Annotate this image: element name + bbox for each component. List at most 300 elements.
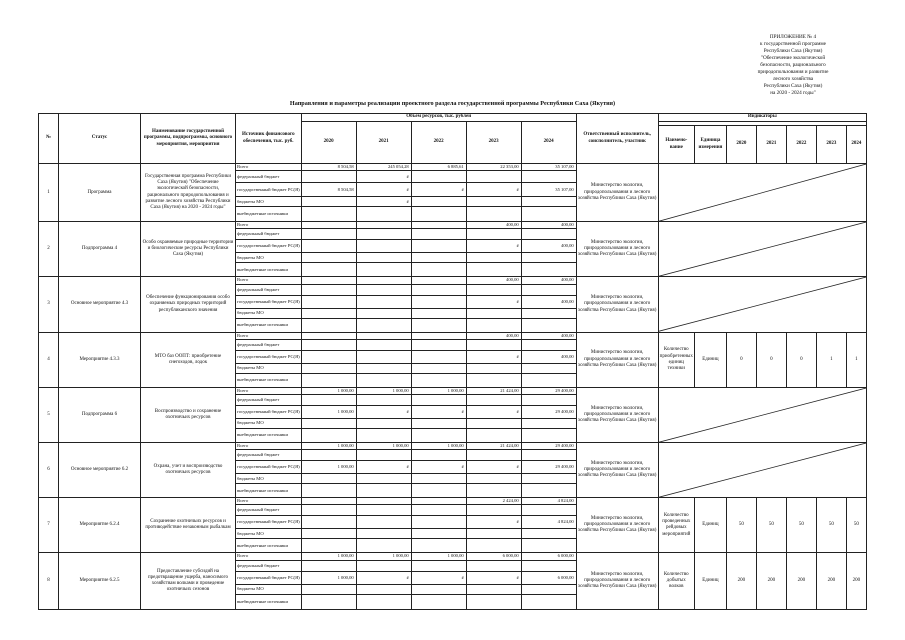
header-ind-year-2021: 2021 xyxy=(756,126,786,164)
amount-cell xyxy=(301,419,356,429)
amount-cell xyxy=(411,363,466,373)
source-label: Всего xyxy=(236,222,302,229)
header-responsible: Ответственный исполнитель, соисполнитель, участник xyxy=(576,114,658,164)
indicator-value: 50 xyxy=(786,498,816,553)
header-ind-name: Наимено-вание xyxy=(658,126,694,164)
amount-cell: 29 400,00 xyxy=(521,443,576,450)
amount-cell xyxy=(521,229,576,240)
source-label: бюджеты МО xyxy=(236,308,302,318)
amount-cell xyxy=(466,229,521,240)
diagonal-line xyxy=(659,277,866,331)
diagonal-line xyxy=(659,164,866,221)
amount-cell xyxy=(356,339,411,350)
appendix-line: "Обеспечение экологической xyxy=(760,55,826,61)
amount-cell xyxy=(411,429,466,443)
amount-cell: 21 424,00 xyxy=(466,443,521,450)
amount-cell xyxy=(411,505,466,516)
amount-cell xyxy=(301,171,356,183)
amount-cell xyxy=(466,474,521,484)
amount-cell: 400,00 xyxy=(521,350,576,363)
amount-cell xyxy=(521,560,576,571)
amount-cell xyxy=(356,207,411,222)
source-label: бюджеты МО xyxy=(236,584,302,594)
row-number: 8 xyxy=(39,553,59,609)
amount-cell xyxy=(411,229,466,240)
amount-cell xyxy=(301,197,356,207)
amount-cell xyxy=(411,308,466,318)
amount-cell: 21 424,00 xyxy=(466,387,521,394)
amount-cell xyxy=(356,539,411,553)
indicator-unit: Единиц xyxy=(694,332,726,387)
amount-cell xyxy=(521,594,576,609)
amount-cell xyxy=(411,484,466,498)
amount-cell: # xyxy=(466,516,521,529)
amount-cell xyxy=(411,350,466,363)
header-year-2020: 2020 xyxy=(301,122,356,164)
source-label: государственный бюджет РС(Я) xyxy=(236,461,302,474)
amount-cell xyxy=(521,171,576,183)
amount-cell xyxy=(466,284,521,295)
amount-cell xyxy=(356,308,411,318)
source-label: Всего xyxy=(236,443,302,450)
amount-cell xyxy=(521,584,576,594)
amount-cell xyxy=(301,253,356,263)
appendix-line: Республики Саха (Якутия) xyxy=(763,83,823,89)
row-name: Государственная программа Республики Саха (Якутия) "Обеспечение экологической безопасности, рационального природопользования и развитие лесного хозяйства Республики Саха (Якутия) на 2020 - 2024 годы" xyxy=(141,164,236,222)
header-no: № xyxy=(39,114,59,164)
amount-cell xyxy=(356,395,411,406)
amount-cell xyxy=(521,253,576,263)
amount-cell xyxy=(521,207,576,222)
header-year-2024: 2024 xyxy=(521,122,576,164)
amount-cell: # xyxy=(411,406,466,419)
diagonal-line xyxy=(659,443,866,497)
amount-cell: # xyxy=(356,183,411,197)
amount-cell xyxy=(301,529,356,539)
indicator-name: Количество добытых волков xyxy=(658,553,694,609)
source-label: государственный бюджет РС(Я) xyxy=(236,406,302,419)
program-table xyxy=(38,113,867,610)
amount-cell xyxy=(466,450,521,461)
amount-cell xyxy=(521,284,576,295)
amount-cell xyxy=(466,318,521,332)
source-label: Всего xyxy=(236,498,302,505)
amount-cell xyxy=(411,240,466,253)
header-status: Статус xyxy=(59,114,141,164)
amount-cell xyxy=(356,505,411,516)
header-year-2023: 2023 xyxy=(466,122,521,164)
source-label: федеральный бюджет xyxy=(236,395,302,406)
amount-cell xyxy=(466,363,521,373)
row-name: Обеспечение функционирования особо охраняемых природных территорий республиканского значения xyxy=(141,277,236,332)
amount-cell xyxy=(356,229,411,240)
source-label: Всего xyxy=(236,387,302,394)
row-number: 1 xyxy=(39,164,59,222)
amount-cell xyxy=(521,318,576,332)
source-label: федеральный бюджет xyxy=(236,560,302,571)
row-name: Сохранение охотничьих ресурсов и противодействие незаконным рыбалкам xyxy=(141,498,236,553)
amount-cell xyxy=(411,516,466,529)
indicator-unit: Единиц xyxy=(694,498,726,553)
header-unit: Единица измерения xyxy=(694,126,726,164)
row-status: Подпрограмма 6 xyxy=(59,387,141,442)
amount-cell xyxy=(521,505,576,516)
appendix-line: лесного хозяйства xyxy=(772,76,814,82)
amount-cell xyxy=(466,505,521,516)
indicator-value: 200 xyxy=(786,553,816,609)
indicator-value: 200 xyxy=(756,553,786,609)
source-label: государственный бюджет РС(Я) xyxy=(236,240,302,253)
amount-cell xyxy=(411,450,466,461)
header-indicators: Индикаторы xyxy=(658,114,866,122)
amount-cell xyxy=(466,253,521,263)
amount-cell: 400,00 xyxy=(521,277,576,284)
row-name: МТО баз ООПТ: приобретение снегоходов, лодок xyxy=(141,332,236,387)
source-label: Всего xyxy=(236,277,302,284)
amount-cell xyxy=(356,498,411,505)
indicator-value: 1 xyxy=(846,332,866,387)
table-row xyxy=(39,164,867,171)
indicator-strikeout xyxy=(658,387,866,442)
amount-cell: 245 054,28 xyxy=(356,164,411,171)
amount-cell xyxy=(466,197,521,207)
amount-cell xyxy=(411,560,466,571)
amount-cell: 400,00 xyxy=(521,222,576,229)
row-status: Мероприятие 6.2.5 xyxy=(59,553,141,609)
amount-cell xyxy=(356,484,411,498)
table-row xyxy=(39,553,867,560)
amount-cell: 400,00 xyxy=(521,332,576,339)
amount-cell xyxy=(301,474,356,484)
document-title: Направления и параметры реализации проектного раздела государственной программы Республики Саха (Якутия) xyxy=(289,100,616,107)
table-row xyxy=(39,277,867,284)
amount-cell xyxy=(411,373,466,387)
amount-cell: 29 400,00 xyxy=(521,387,576,394)
amount-cell xyxy=(411,395,466,406)
row-status: Программа xyxy=(59,164,141,222)
amount-cell xyxy=(356,529,411,539)
amount-cell: # xyxy=(466,461,521,474)
source-label: федеральный бюджет xyxy=(236,450,302,461)
amount-cell xyxy=(521,529,576,539)
amount-cell xyxy=(411,197,466,207)
amount-cell xyxy=(521,474,576,484)
amount-cell: 1 000,00 xyxy=(301,387,356,394)
row-number: 4 xyxy=(39,332,59,387)
row-responsible: Министерство экологии, природопользования и лесного хозяйства Республики Саха (Якутия) xyxy=(576,277,658,332)
amount-cell xyxy=(356,419,411,429)
amount-cell xyxy=(301,363,356,373)
row-name: Предоставление субсидий на предотвращение ущерба, наносимого хозяйствам волками и проведение охотничьих сезонов xyxy=(141,553,236,609)
header-volume: Объем ресурсов, тыс. рублей xyxy=(301,114,576,122)
amount-cell: 1 000,00 xyxy=(356,443,411,450)
amount-cell: 400,00 xyxy=(521,240,576,253)
amount-cell: # xyxy=(466,295,521,308)
amount-cell: 400,00 xyxy=(466,222,521,229)
table-row xyxy=(39,443,867,450)
amount-cell xyxy=(521,263,576,277)
amount-cell xyxy=(356,284,411,295)
indicator-value: 200 xyxy=(816,553,846,609)
source-label: бюджеты МО xyxy=(236,253,302,263)
table-row xyxy=(39,498,867,505)
amount-cell: 29 400,00 xyxy=(521,461,576,474)
indicator-value: 0 xyxy=(786,332,816,387)
row-status: Основное мероприятие 6.2 xyxy=(59,443,141,498)
amount-cell xyxy=(301,484,356,498)
source-label: внебюджетные источники xyxy=(236,373,302,387)
amount-cell: # xyxy=(356,197,411,207)
indicator-value: 0 xyxy=(756,332,786,387)
amount-cell: 1 000,00 xyxy=(301,461,356,474)
amount-cell xyxy=(301,240,356,253)
amount-cell xyxy=(521,484,576,498)
source-label: бюджеты МО xyxy=(236,474,302,484)
row-status: Мероприятие 6.2.4 xyxy=(59,498,141,553)
amount-cell: # xyxy=(466,406,521,419)
amount-cell xyxy=(356,584,411,594)
row-name: Охрана, учет и воспроизводство охотничьих ресурсов xyxy=(141,443,236,498)
amount-cell xyxy=(356,474,411,484)
amount-cell xyxy=(356,295,411,308)
amount-cell: # xyxy=(356,171,411,183)
amount-cell: # xyxy=(466,571,521,584)
row-status: Основное мероприятие 4.3 xyxy=(59,277,141,332)
indicator-value: 0 xyxy=(726,332,756,387)
amount-cell: 2 424,00 xyxy=(466,498,521,505)
appendix-line: безопасности, рационального xyxy=(760,62,826,68)
amount-cell xyxy=(466,529,521,539)
header-ind-year-2024: 2024 xyxy=(846,126,866,164)
source-label: государственный бюджет РС(Я) xyxy=(236,516,302,529)
source-label: Всего xyxy=(236,332,302,339)
row-name: Особо охраняемые природные территории и биологические ресурсы Республики Саха (Якутия) xyxy=(141,222,236,277)
amount-cell xyxy=(466,171,521,183)
header-source: Источник финансового обеспечения, тыс. руб. xyxy=(236,114,302,164)
amount-cell xyxy=(411,584,466,594)
amount-cell xyxy=(411,222,466,229)
row-number: 2 xyxy=(39,222,59,277)
header-ind-year-2022: 2022 xyxy=(786,126,816,164)
indicator-strikeout xyxy=(658,164,866,222)
amount-cell xyxy=(301,339,356,350)
amount-cell: 35 107,00 xyxy=(521,164,576,171)
source-label: федеральный бюджет xyxy=(236,505,302,516)
source-label: внебюджетные источники xyxy=(236,539,302,553)
amount-cell xyxy=(521,429,576,443)
diagonal-line xyxy=(659,222,866,276)
source-label: внебюджетные источники xyxy=(236,318,302,332)
source-label: внебюджетные источники xyxy=(236,263,302,277)
amount-cell xyxy=(301,516,356,529)
amount-cell xyxy=(356,222,411,229)
amount-cell: # xyxy=(411,183,466,197)
amount-cell xyxy=(466,539,521,553)
amount-cell: # xyxy=(356,406,411,419)
amount-cell: 400,00 xyxy=(466,332,521,339)
header-ind-year-2020: 2020 xyxy=(726,126,756,164)
amount-cell: 1 000,00 xyxy=(411,553,466,560)
amount-cell xyxy=(466,373,521,387)
amount-cell xyxy=(466,594,521,609)
header-ind-year-2023: 2023 xyxy=(816,126,846,164)
source-label: бюджеты МО xyxy=(236,363,302,373)
amount-cell xyxy=(301,295,356,308)
amount-cell xyxy=(301,350,356,363)
amount-cell xyxy=(411,539,466,553)
diagonal-line xyxy=(659,388,866,442)
amount-cell xyxy=(411,284,466,295)
amount-cell: 1 000,00 xyxy=(356,387,411,394)
amount-cell xyxy=(301,277,356,284)
amount-cell xyxy=(301,395,356,406)
amount-cell xyxy=(356,363,411,373)
table-body xyxy=(39,164,867,610)
amount-cell xyxy=(411,498,466,505)
amount-cell xyxy=(521,197,576,207)
indicator-value: 1 xyxy=(816,332,846,387)
amount-cell xyxy=(521,308,576,318)
amount-cell xyxy=(521,363,576,373)
amount-cell xyxy=(521,373,576,387)
amount-cell xyxy=(466,339,521,350)
amount-cell xyxy=(466,207,521,222)
amount-cell: # xyxy=(466,350,521,363)
amount-cell xyxy=(521,419,576,429)
amount-cell xyxy=(411,529,466,539)
appendix-line: на 2020 - 2024 годы" xyxy=(770,90,816,96)
amount-cell xyxy=(301,498,356,505)
amount-cell: # xyxy=(411,571,466,584)
amount-cell xyxy=(356,240,411,253)
row-number: 5 xyxy=(39,387,59,442)
header-name: Наименование государственной программы, подпрограммы, основного мероприятия, мероприятия xyxy=(141,114,236,164)
source-label: бюджеты МО xyxy=(236,529,302,539)
amount-cell: 1 000,00 xyxy=(301,406,356,419)
amount-cell: 1 000,00 xyxy=(301,571,356,584)
amount-cell xyxy=(356,253,411,263)
source-label: государственный бюджет РС(Я) xyxy=(236,350,302,363)
amount-cell xyxy=(466,484,521,498)
amount-cell xyxy=(301,373,356,387)
amount-cell: 1 000,00 xyxy=(301,443,356,450)
amount-cell xyxy=(301,263,356,277)
amount-cell: 8 504,58 xyxy=(301,164,356,171)
source-label: государственный бюджет РС(Я) xyxy=(236,295,302,308)
amount-cell xyxy=(356,263,411,277)
amount-cell xyxy=(356,450,411,461)
amount-cell: 6 000,00 xyxy=(466,553,521,560)
row-responsible: Министерство экологии, природопользования и лесного хозяйства Республики Саха (Якутия) xyxy=(576,164,658,222)
amount-cell: # xyxy=(356,571,411,584)
amount-cell xyxy=(356,373,411,387)
indicator-value: 50 xyxy=(846,498,866,553)
amount-cell xyxy=(301,222,356,229)
amount-cell xyxy=(301,560,356,571)
amount-cell xyxy=(301,318,356,332)
header-year-2021: 2021 xyxy=(356,122,411,164)
row-status: Мероприятие 4.3.3 xyxy=(59,332,141,387)
amount-cell xyxy=(301,429,356,443)
amount-cell xyxy=(301,284,356,295)
amount-cell xyxy=(411,253,466,263)
amount-cell: 1 000,00 xyxy=(411,387,466,394)
amount-cell xyxy=(356,318,411,332)
source-label: бюджеты МО xyxy=(236,419,302,429)
table-row xyxy=(39,387,867,394)
indicator-strikeout xyxy=(658,222,866,277)
amount-cell xyxy=(521,539,576,553)
source-label: Всего xyxy=(236,553,302,560)
table-row xyxy=(39,222,867,229)
amount-cell: 29 400,00 xyxy=(521,406,576,419)
amount-cell xyxy=(301,207,356,222)
amount-cell xyxy=(411,171,466,183)
amount-cell xyxy=(411,594,466,609)
amount-cell xyxy=(521,450,576,461)
amount-cell: 8 504,58 xyxy=(301,183,356,197)
source-label: внебюджетные источники xyxy=(236,429,302,443)
amount-cell: 1 000,00 xyxy=(356,553,411,560)
amount-cell: 6 000,00 xyxy=(521,553,576,560)
amount-cell xyxy=(411,295,466,308)
header-year-2022: 2022 xyxy=(411,122,466,164)
row-responsible: Министерство экологии, природопользования и лесного хозяйства Республики Саха (Якутия) xyxy=(576,222,658,277)
amount-cell xyxy=(356,429,411,443)
source-label: государственный бюджет РС(Я) xyxy=(236,571,302,584)
source-label: внебюджетные источники xyxy=(236,484,302,498)
row-number: 6 xyxy=(39,443,59,498)
row-responsible: Министерство экологии, природопользования и лесного хозяйства Республики Саха (Якутия) xyxy=(576,443,658,498)
amount-cell xyxy=(356,277,411,284)
amount-cell xyxy=(411,277,466,284)
amount-cell xyxy=(356,560,411,571)
source-label: внебюджетные источники xyxy=(236,207,302,222)
indicator-strikeout xyxy=(658,443,866,498)
amount-cell xyxy=(356,594,411,609)
appendix-line: ПРИЛОЖЕНИЕ № 4 xyxy=(769,34,817,40)
appendix-line: к государственной программе xyxy=(760,41,826,47)
amount-cell xyxy=(301,332,356,339)
amount-cell xyxy=(411,318,466,332)
amount-cell xyxy=(301,450,356,461)
amount-cell xyxy=(301,539,356,553)
amount-cell xyxy=(466,429,521,443)
amount-cell: 4 824,00 xyxy=(521,498,576,505)
source-label: государственный бюджет РС(Я) xyxy=(236,183,302,197)
table-row xyxy=(39,332,867,339)
source-label: бюджеты МО xyxy=(236,197,302,207)
row-responsible: Министерство экологии, природопользования и лесного хозяйства Республики Саха (Якутия) xyxy=(576,553,658,609)
amount-cell: 400,00 xyxy=(466,277,521,284)
source-label: федеральный бюджет xyxy=(236,339,302,350)
amount-cell: 1 000,00 xyxy=(411,443,466,450)
indicator-strikeout xyxy=(658,277,866,332)
amount-cell: 35 107,00 xyxy=(521,183,576,197)
indicator-value: 50 xyxy=(756,498,786,553)
row-name: Воспроизводство и сохранение охотничьих ресурсов xyxy=(141,387,236,442)
amount-cell: # xyxy=(466,240,521,253)
appendix-line: Республики Саха (Якутия) xyxy=(763,48,823,54)
indicator-value: 50 xyxy=(816,498,846,553)
amount-cell xyxy=(521,395,576,406)
amount-cell xyxy=(301,505,356,516)
amount-cell xyxy=(466,419,521,429)
amount-cell xyxy=(301,584,356,594)
row-responsible: Министерство экологии, природопользования и лесного хозяйства Республики Саха (Якутия) xyxy=(576,387,658,442)
indicator-value: 200 xyxy=(726,553,756,609)
amount-cell xyxy=(301,594,356,609)
